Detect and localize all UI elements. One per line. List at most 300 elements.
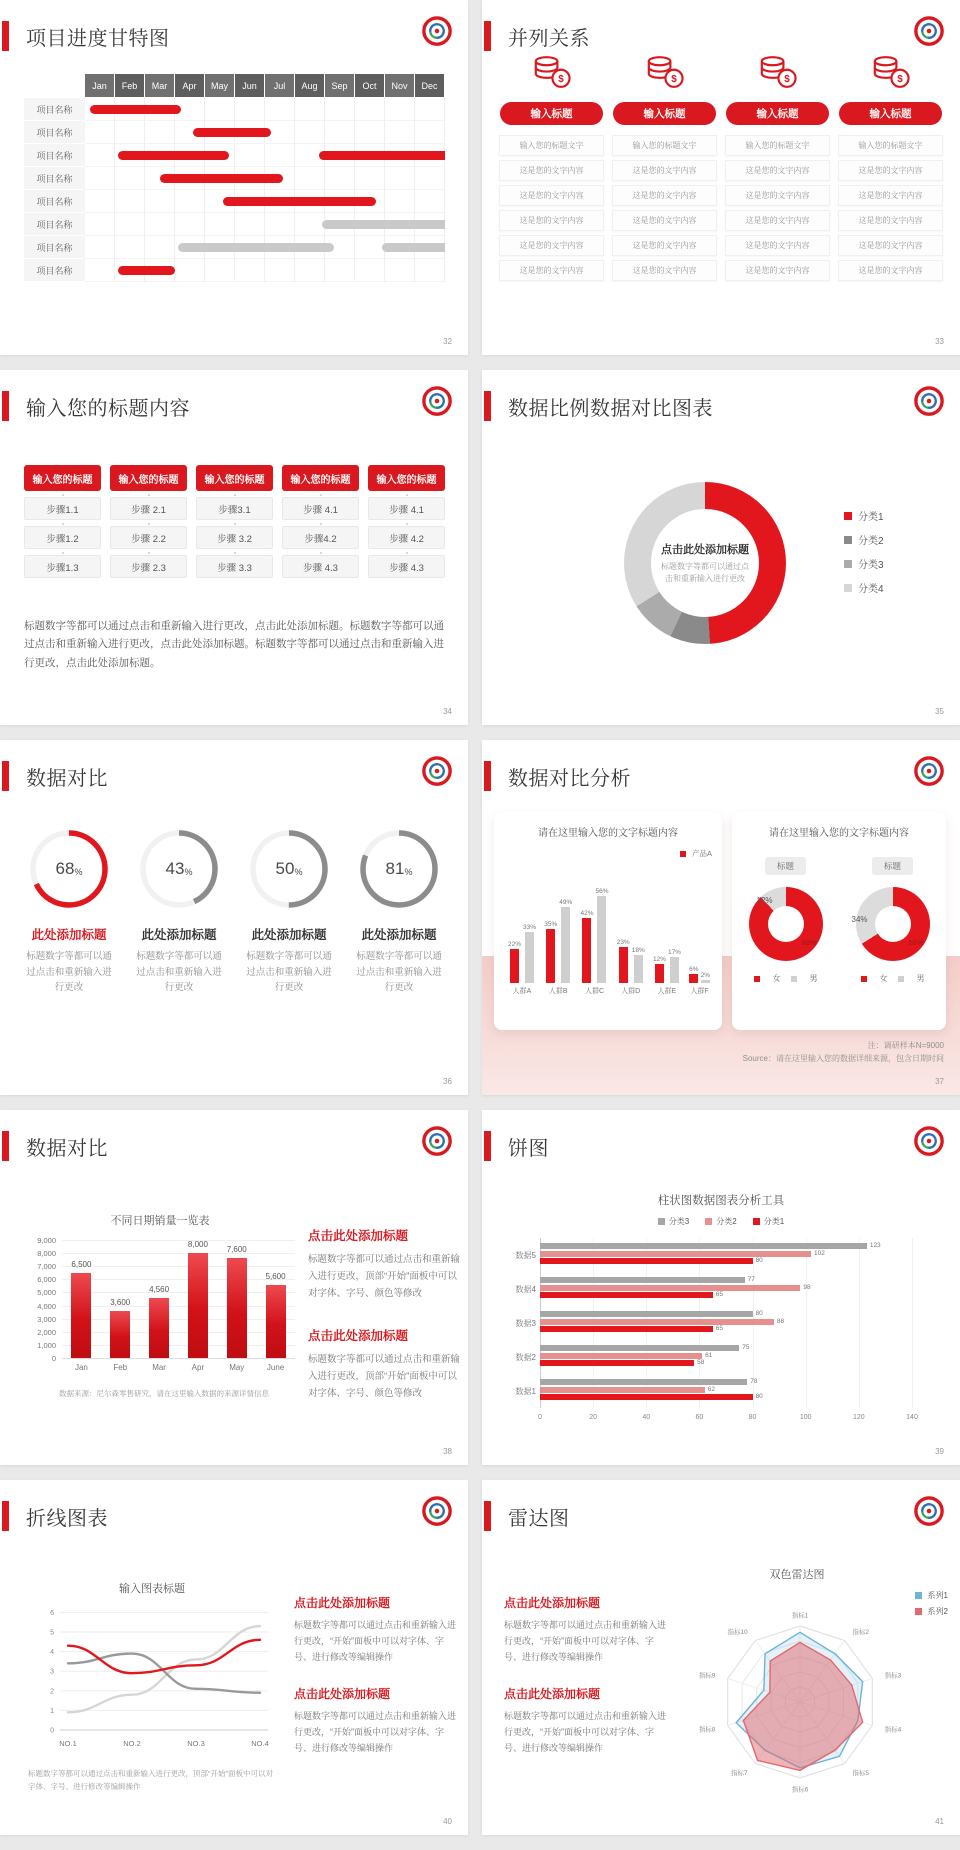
slide-36-progress-rings[interactable] [0, 740, 468, 1095]
text-block [504, 1594, 668, 1665]
bar [670, 957, 679, 983]
page-number: 41 [935, 1817, 944, 1826]
donut-chart [851, 887, 930, 961]
gantt-grid-cell [415, 98, 445, 121]
bar [110, 1311, 130, 1358]
bar [540, 1319, 774, 1325]
text-box: 输入您的标题文字 [612, 135, 717, 156]
gridline [62, 1253, 295, 1254]
bar-value-label: 56% [595, 888, 609, 896]
legend-item [753, 1216, 784, 1227]
ring-percent: 50 % [275, 859, 303, 878]
gantt-grid-cell [355, 259, 385, 282]
bar [655, 964, 664, 983]
legend-swatch [791, 976, 797, 982]
step-header-button: 输入您的标题 [196, 465, 273, 491]
legend-item [658, 1216, 689, 1227]
bar-value-label: 22% [508, 940, 522, 948]
line-chart [22, 1594, 280, 1759]
chart-title: 双色雷达图 [769, 1569, 825, 1581]
y-axis-label: 4,000 [37, 1301, 56, 1311]
donut-pill-label: 标题 [872, 857, 913, 875]
gridline [912, 1238, 913, 1408]
bar-category-label: 人群C [584, 988, 605, 995]
radar-axis-label: 指标2 [852, 1629, 869, 1637]
bar-group [544, 899, 572, 996]
bar-value-label: 23% [616, 939, 630, 947]
slide-33-parallel-relation[interactable] [482, 0, 960, 355]
gridline [62, 1306, 295, 1307]
bar-category-label: 数据2 [515, 1353, 536, 1362]
legend-swatch [705, 1218, 712, 1225]
text-box: 输入您的标题文字 [838, 135, 943, 156]
step-box: 步骤 4.1 [282, 497, 359, 520]
source-note: Source：请在这里输入您的数据详细来源，包含日期时间 [742, 1054, 944, 1063]
parallel-columns [500, 54, 942, 281]
bar-value-label: 78 [750, 1378, 758, 1385]
legend-label: 分类2 [858, 536, 884, 547]
block-body: 标题数字等都可以通过点击和重新输入进行更改，顶部“开始”面板中可以对字体、字号、颜色等修改 [308, 1254, 461, 1300]
text-box: 这是您的文字内容 [838, 235, 943, 256]
text-box: 这是您的文字内容 [725, 210, 830, 231]
text-block [294, 1594, 456, 1665]
gridline [859, 1238, 860, 1408]
page-number: 38 [443, 1447, 452, 1456]
donut-group [839, 845, 946, 984]
legend-swatch [753, 1218, 760, 1225]
gantt-bar [382, 243, 445, 252]
bar [540, 1258, 753, 1264]
legend-swatch [861, 976, 867, 982]
ring-body: 标题数字等都可以通过点击和重新输入进行更改 [26, 951, 112, 994]
parallel-column [726, 54, 829, 281]
slide-title: 项目进度甘特图 [26, 28, 170, 50]
gantt-grid-cell [355, 121, 385, 144]
svg-text:NO.1: NO.1 [59, 1739, 77, 1748]
coins-dollar-icon [644, 54, 686, 90]
title-accent-bar [2, 391, 9, 421]
logo-badge [422, 386, 452, 416]
bar-category-label: 数据1 [515, 1387, 536, 1396]
coins-dollar-icon [531, 54, 573, 90]
x-axis-label: 60 [695, 1414, 704, 1421]
bar [619, 947, 628, 983]
legend-swatch [915, 1608, 922, 1615]
y-axis-label: 3,000 [37, 1314, 56, 1324]
bar [540, 1387, 705, 1393]
step-header-button: 输入您的标题 [368, 465, 445, 491]
gantt-row-label: 项目名称 [24, 144, 85, 167]
gantt-grid-cell [235, 213, 265, 236]
company-logo-icon [914, 16, 944, 46]
step-box: 步骤 3.2 [196, 526, 273, 549]
bar-value-label: 33% [523, 923, 537, 931]
gantt-row-label: 项目名称 [24, 167, 85, 190]
bar-chart-legend [680, 848, 712, 859]
gantt-row-label: 项目名称 [24, 259, 85, 282]
donut-legend [861, 973, 925, 984]
line-series [68, 1640, 260, 1673]
bar [540, 1311, 753, 1317]
slide-34-steps[interactable] [0, 370, 468, 725]
gantt-grid-cell [175, 259, 205, 282]
bar-category-label: 数据4 [515, 1285, 536, 1294]
bar-value-label: 98 [803, 1283, 811, 1291]
step-header-button: 输入您的标题 [110, 465, 187, 491]
text-box: 这是您的文字内容 [725, 160, 830, 181]
block-heading: 点击此处添加标题 [294, 1687, 391, 1702]
bar-group [689, 966, 710, 996]
gantt-grid-cell [385, 167, 415, 190]
svg-text:NO.4: NO.4 [251, 1739, 269, 1748]
gantt-grid-cell [115, 190, 145, 213]
gantt-grid-cell [325, 167, 355, 190]
text-box: 输入您的标题文字 [499, 135, 604, 156]
gantt-month-header: Mar [145, 74, 174, 97]
svg-text:NO.2: NO.2 [123, 1739, 141, 1748]
text-box: 这是您的文字内容 [838, 260, 943, 281]
bar [540, 1394, 753, 1400]
gantt-grid-cell [355, 98, 385, 121]
bar-group [580, 888, 608, 996]
input-title-button: 输入标题 [500, 102, 603, 125]
legend-label: 产品A [691, 849, 712, 858]
x-axis-label: 40 [642, 1414, 651, 1421]
text-box: 输入您的标题文字 [725, 135, 830, 156]
gantt-grid-cell [385, 259, 415, 282]
legend-item [705, 1216, 736, 1227]
step-box: 步骤 4.2 [368, 526, 445, 549]
text-box: 这是您的文字内容 [612, 260, 717, 281]
donut-legend [844, 508, 884, 604]
x-axis-label: June [266, 1363, 285, 1372]
slide-title: 折线图表 [26, 1508, 108, 1530]
y-axis-label: 1,000 [37, 1340, 56, 1350]
gantt-grid-cell [85, 144, 115, 167]
block-heading: 点击此处添加标题 [308, 1329, 409, 1344]
bar [540, 1243, 867, 1249]
gantt-grid-cell [85, 236, 115, 259]
bar-value-label: 12% [652, 956, 666, 964]
page-number: 37 [935, 1077, 944, 1086]
text-box: 这是您的文字内容 [725, 185, 830, 206]
gantt-grid-cell [295, 259, 325, 282]
step-column [110, 465, 187, 578]
legend-label: 分类1 [763, 1217, 785, 1226]
gantt-grid-cell [145, 121, 175, 144]
title-accent-bar [484, 1501, 491, 1531]
gantt-grid-cell [355, 236, 385, 259]
ring-chart [136, 826, 222, 912]
bar-value-label: 62 [707, 1385, 715, 1393]
svg-text:2: 2 [50, 1688, 54, 1696]
slide-35-donut-chart[interactable] [482, 370, 960, 725]
x-axis-label: Feb [113, 1363, 128, 1372]
sample-note: 注：调研样本N=9000 [867, 1041, 944, 1050]
text-block [294, 1685, 456, 1756]
legend-label: 男 [916, 974, 925, 983]
text-blocks [308, 1226, 460, 1403]
bar [227, 1258, 247, 1358]
bar-value-label: 88 [776, 1317, 785, 1325]
ring-percent: 81 % [385, 859, 413, 878]
slide-41-radar-chart[interactable] [482, 1480, 960, 1835]
gantt-grid-cell [145, 213, 175, 236]
gantt-month-header: May [205, 74, 234, 97]
gantt-grid-cell [325, 259, 355, 282]
ring-column [124, 826, 234, 996]
company-logo-icon [914, 1126, 944, 1156]
title-accent-bar [484, 21, 491, 51]
ring-body: 标题数字等都可以通过点击和重新输入进行更改 [356, 951, 442, 994]
gantt-grid-cell [265, 259, 295, 282]
gantt-bar [322, 220, 445, 229]
bar-group [653, 949, 681, 996]
gantt-grid-cell [205, 259, 235, 282]
input-title-button: 输入标题 [839, 102, 942, 125]
legend-label: 分类1 [858, 512, 884, 523]
coins-icon [531, 54, 573, 95]
coins-icon [870, 54, 912, 95]
x-axis-label: 0 [538, 1414, 542, 1421]
chart-title: 输入图表标题 [119, 1583, 185, 1595]
block-body: 标题数字等都可以通过点击和重新输入进行更改，“开始”面板中可以对字体、字号、进行修改等编辑操作 [504, 1711, 667, 1753]
bar-category-label: 人群E [657, 988, 677, 995]
svg-text:6: 6 [50, 1609, 54, 1617]
legend-swatch [844, 512, 852, 520]
gantt-bar [223, 197, 376, 206]
legend-swatch [658, 1218, 665, 1225]
legend-item [844, 532, 884, 547]
bar-value-label: 6,500 [71, 1259, 92, 1269]
legend-label: 分类3 [668, 1217, 690, 1226]
ring-column [234, 826, 344, 996]
radar-axis-label: 指标3 [884, 1672, 902, 1680]
gantt-grid-cell [115, 236, 145, 259]
company-logo-icon [422, 1126, 452, 1156]
bar [540, 1326, 713, 1332]
bar [266, 1285, 286, 1358]
step-header-button: 输入您的标题 [282, 465, 359, 491]
gantt-bar [193, 128, 271, 137]
donut-red-label: 66% [908, 938, 924, 947]
company-logo-icon [914, 386, 944, 416]
donut-group [732, 845, 839, 984]
chart-title: 不同日期销量一览表 [110, 1215, 210, 1227]
company-logo-icon [422, 386, 452, 416]
ring-body: 标题数字等都可以通过点击和重新输入进行更改 [246, 951, 332, 994]
radar-axis-label: 指标10 [727, 1629, 748, 1637]
gantt-row-label: 项目名称 [24, 236, 85, 259]
slide-40-line-chart[interactable] [0, 1480, 468, 1835]
company-logo-icon [422, 16, 452, 46]
radar-chart [688, 1580, 913, 1820]
gantt-grid-cell [415, 121, 445, 144]
company-logo-icon [422, 756, 452, 786]
legend-label: 男 [809, 974, 818, 983]
text-box: 这是您的文字内容 [499, 160, 604, 181]
bar-category-label: 数据3 [515, 1319, 536, 1328]
gantt-grid-cell [85, 213, 115, 236]
title-accent-bar [484, 391, 491, 421]
donut-chart [624, 482, 786, 644]
block-body: 标题数字等都可以通过点击和重新输入进行更改，顶部“开始”面板中可以对字体、字号、颜色等修改 [308, 1354, 461, 1400]
gantt-grid-cell [295, 167, 325, 190]
bar-category-label: 数据5 [515, 1251, 536, 1260]
ring-heading: 此处添加标题 [31, 928, 107, 942]
step-box: 步骤4.2 [282, 526, 359, 549]
bar-category-label: 人群D [621, 988, 641, 995]
bar [540, 1379, 747, 1385]
y-axis-label: 5,000 [37, 1288, 56, 1298]
bar-value-label: 18% [631, 947, 645, 955]
gantt-bar [178, 243, 334, 252]
legend-item [844, 580, 884, 595]
gantt-row-label: 项目名称 [24, 98, 85, 121]
bar-value-label: 42% [580, 909, 594, 917]
bar [540, 1353, 702, 1359]
gantt-grid-cell [415, 167, 445, 190]
slide-32-gantt-chart[interactable] [0, 0, 468, 355]
gantt-month-header: Apr [175, 74, 204, 97]
line-series [68, 1654, 260, 1693]
slide-38-sales-bar-chart[interactable] [0, 1110, 468, 1465]
input-title-button: 输入标题 [613, 102, 716, 125]
block-body: 标题数字等都可以通过点击和重新输入进行更改，“开始”面板中可以对字体、字号、进行修改等编辑操作 [294, 1620, 457, 1662]
chart-title: 柱状图数据图表分析工具 [657, 1195, 785, 1207]
gantt-grid-cell [115, 213, 145, 236]
x-axis-label: 120 [853, 1414, 865, 1421]
page-number: 34 [443, 707, 452, 716]
legend-swatch [898, 976, 904, 982]
body-paragraph: 标题数字等都可以通过点击和重新输入进行更改，点击此处添加标题。标题数字等都可以通过点击和重新输入进行更改，点击此处添加标题。标题数字等都可以通过点击和重新输入进行更改，点击此处添加标题。 [24, 619, 444, 670]
parallel-column [613, 54, 716, 281]
gantt-grid-cell [145, 190, 175, 213]
gantt-grid-cell [115, 167, 145, 190]
gridline [62, 1319, 295, 1320]
gantt-month-header: Jun [235, 74, 264, 97]
legend-label: 女 [772, 974, 781, 983]
ring-heading: 此处添加标题 [251, 928, 327, 942]
input-title-button: 输入标题 [726, 102, 829, 125]
gantt-grid-cell [85, 190, 115, 213]
text-box: 这是您的文字内容 [499, 210, 604, 231]
x-axis-label: 20 [589, 1414, 598, 1421]
page-number: 40 [443, 1817, 452, 1826]
coins-icon [757, 54, 799, 95]
radar-axis-label: 指标7 [731, 1769, 748, 1777]
donut-pill-label: 标题 [765, 857, 806, 875]
bar [597, 896, 606, 983]
gantt-grid-cell [85, 121, 115, 144]
gantt-grid-cell [235, 98, 265, 121]
gantt-row-label: 项目名称 [24, 213, 85, 236]
data-source-note: 数据来源：尼尔森零售研究，请在这里输入数据的来源详情信息 [59, 1389, 269, 1398]
gantt-grid-cell [265, 213, 295, 236]
grouped-bar-chart [504, 866, 714, 996]
bar [540, 1345, 739, 1351]
bar-value-label: 3,600 [110, 1297, 131, 1307]
step-box: 步骤 2.1 [110, 497, 187, 520]
step-box: 步骤 4.3 [368, 555, 445, 578]
legend-label: 系列1 [927, 1591, 948, 1600]
gantt-month-header: Aug [295, 74, 324, 97]
page-number: 33 [935, 337, 944, 346]
gantt-month-header: Oct [355, 74, 384, 97]
gantt-grid-cell [145, 236, 175, 259]
bar-value-label: 4,560 [149, 1285, 170, 1295]
bar-value-label: 80 [755, 1393, 763, 1400]
gantt-grid-cell [325, 121, 355, 144]
text-block [308, 1326, 460, 1402]
bar-value-label: 80 [755, 1310, 763, 1317]
step-box: 步骤1.3 [24, 555, 101, 578]
bar-group [617, 939, 645, 996]
ring-chart [26, 826, 112, 912]
bar-category-label: 人群B [548, 988, 568, 995]
ring-chart [356, 826, 442, 912]
slide-title: 输入您的标题内容 [26, 398, 190, 420]
step-column [282, 465, 359, 578]
legend-label: 分类3 [858, 560, 884, 571]
text-box: 这是您的文字内容 [838, 210, 943, 231]
text-box: 这是您的文字内容 [499, 260, 604, 281]
svg-text:4: 4 [50, 1649, 54, 1657]
legend-item [915, 1590, 948, 1601]
block-heading: 点击此处添加标题 [504, 1687, 601, 1702]
logo-badge [422, 1496, 452, 1526]
legend-label: 系列2 [927, 1607, 948, 1616]
ring-percent: 68 % [55, 859, 83, 878]
text-box: 这是您的文字内容 [612, 160, 717, 181]
bar-value-label: 123 [869, 1242, 881, 1249]
text-box: 这是您的文字内容 [838, 185, 943, 206]
ring-column [14, 826, 124, 996]
step-box: 步骤 4.1 [368, 497, 445, 520]
gantt-grid-cell [295, 213, 325, 236]
bar [546, 929, 555, 983]
y-axis-label: 9,000 [37, 1236, 56, 1245]
gantt-bar [319, 151, 445, 160]
gantt-month-header: Dec [415, 74, 444, 97]
step-columns [24, 465, 445, 578]
legend-item [844, 508, 884, 523]
text-box: 这是您的文字内容 [838, 160, 943, 181]
gantt-grid-cell [295, 121, 325, 144]
gantt-grid-cell [385, 190, 415, 213]
title-accent-bar [2, 761, 9, 791]
gantt-table [24, 74, 445, 286]
slide-39-horizontal-bar-chart[interactable] [482, 1110, 960, 1465]
step-box: 步骤 3.3 [196, 555, 273, 578]
horizontal-bar-chart [515, 1238, 918, 1421]
slide-37-data-analysis[interactable] [482, 740, 960, 1095]
slide-title: 数据对比 [26, 768, 108, 790]
bar [188, 1253, 208, 1358]
bar [634, 955, 643, 983]
step-box: 步骤 4.3 [282, 555, 359, 578]
parallel-column [839, 54, 942, 281]
gantt-grid-cell [85, 259, 115, 282]
bar-group [508, 924, 536, 996]
bar [540, 1251, 811, 1257]
legend-item [844, 556, 884, 571]
radar-polygon [743, 1642, 862, 1770]
gridline [806, 1238, 807, 1408]
svg-text:0: 0 [50, 1727, 54, 1735]
radar-axis-label: 指标5 [852, 1769, 869, 1777]
gridline [62, 1358, 295, 1359]
